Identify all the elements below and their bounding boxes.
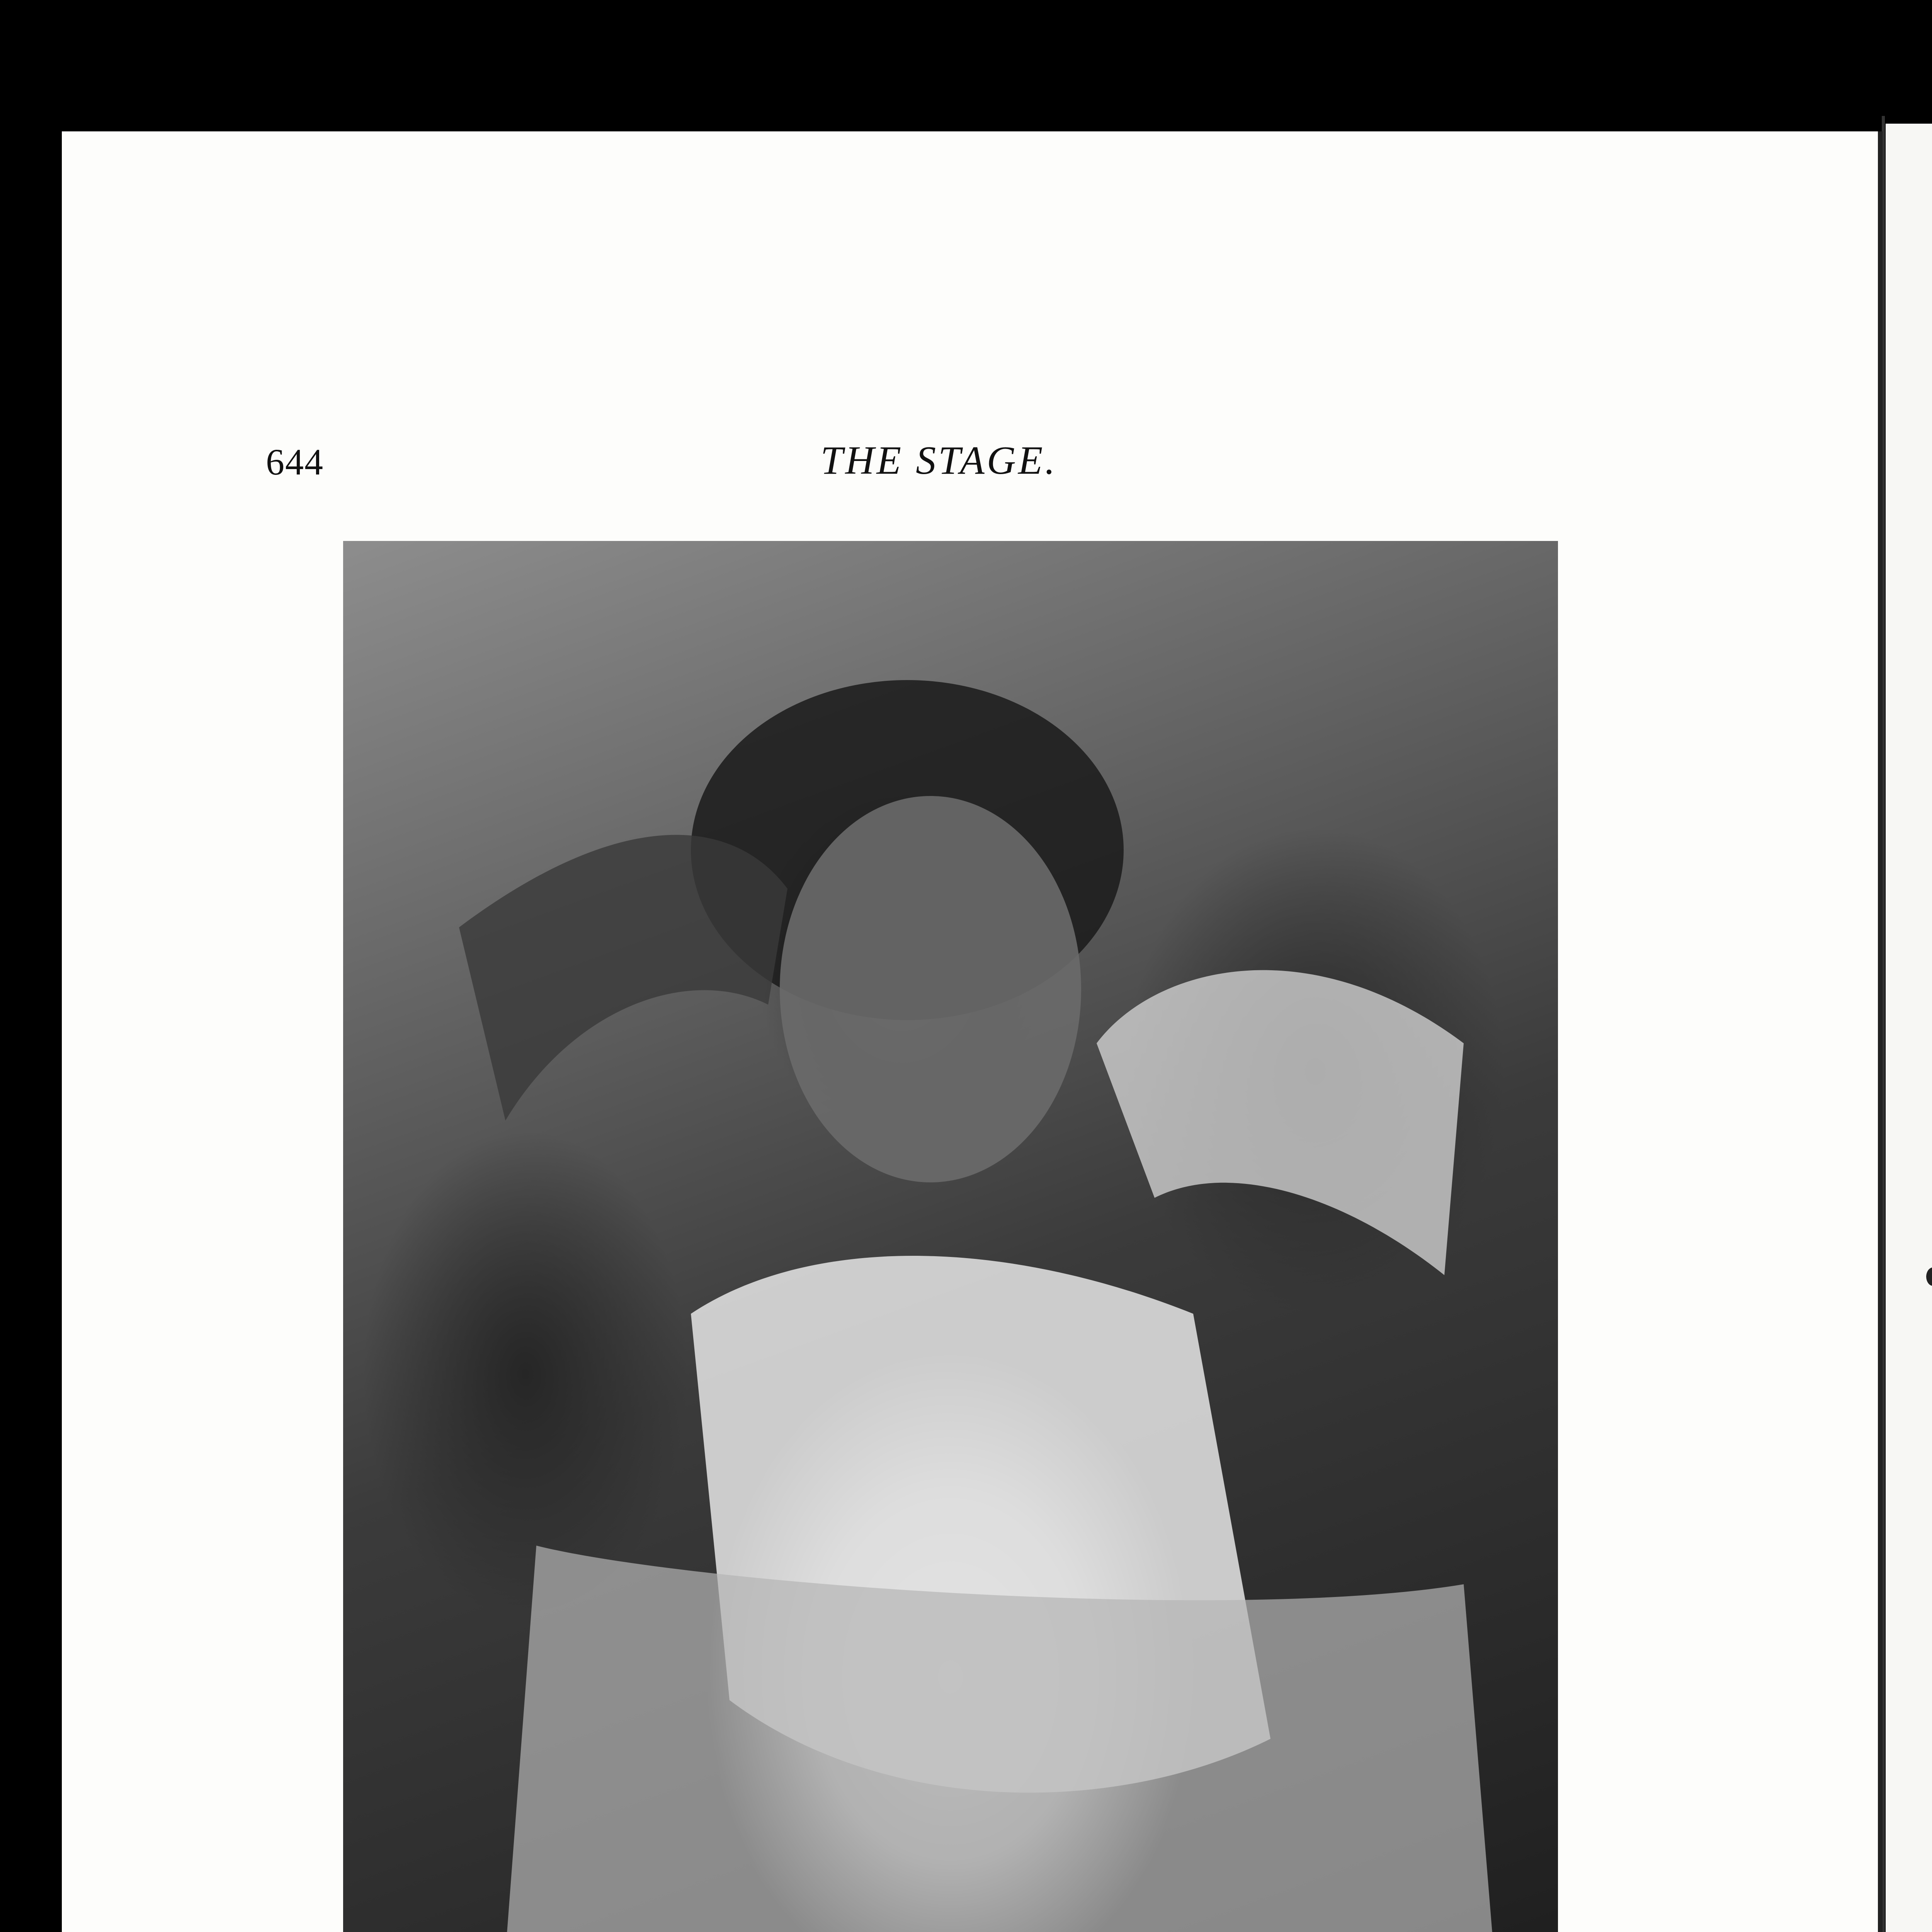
magazine-page [62, 131, 1883, 1932]
portrait-illustration [343, 541, 1558, 1932]
portrait-photograph [343, 541, 1558, 1932]
facing-page-mark [1926, 1267, 1932, 1286]
running-head: THE STAGE. [820, 438, 1058, 483]
facing-page-edge [1886, 124, 1932, 1932]
page-number: 644 [266, 441, 324, 483]
